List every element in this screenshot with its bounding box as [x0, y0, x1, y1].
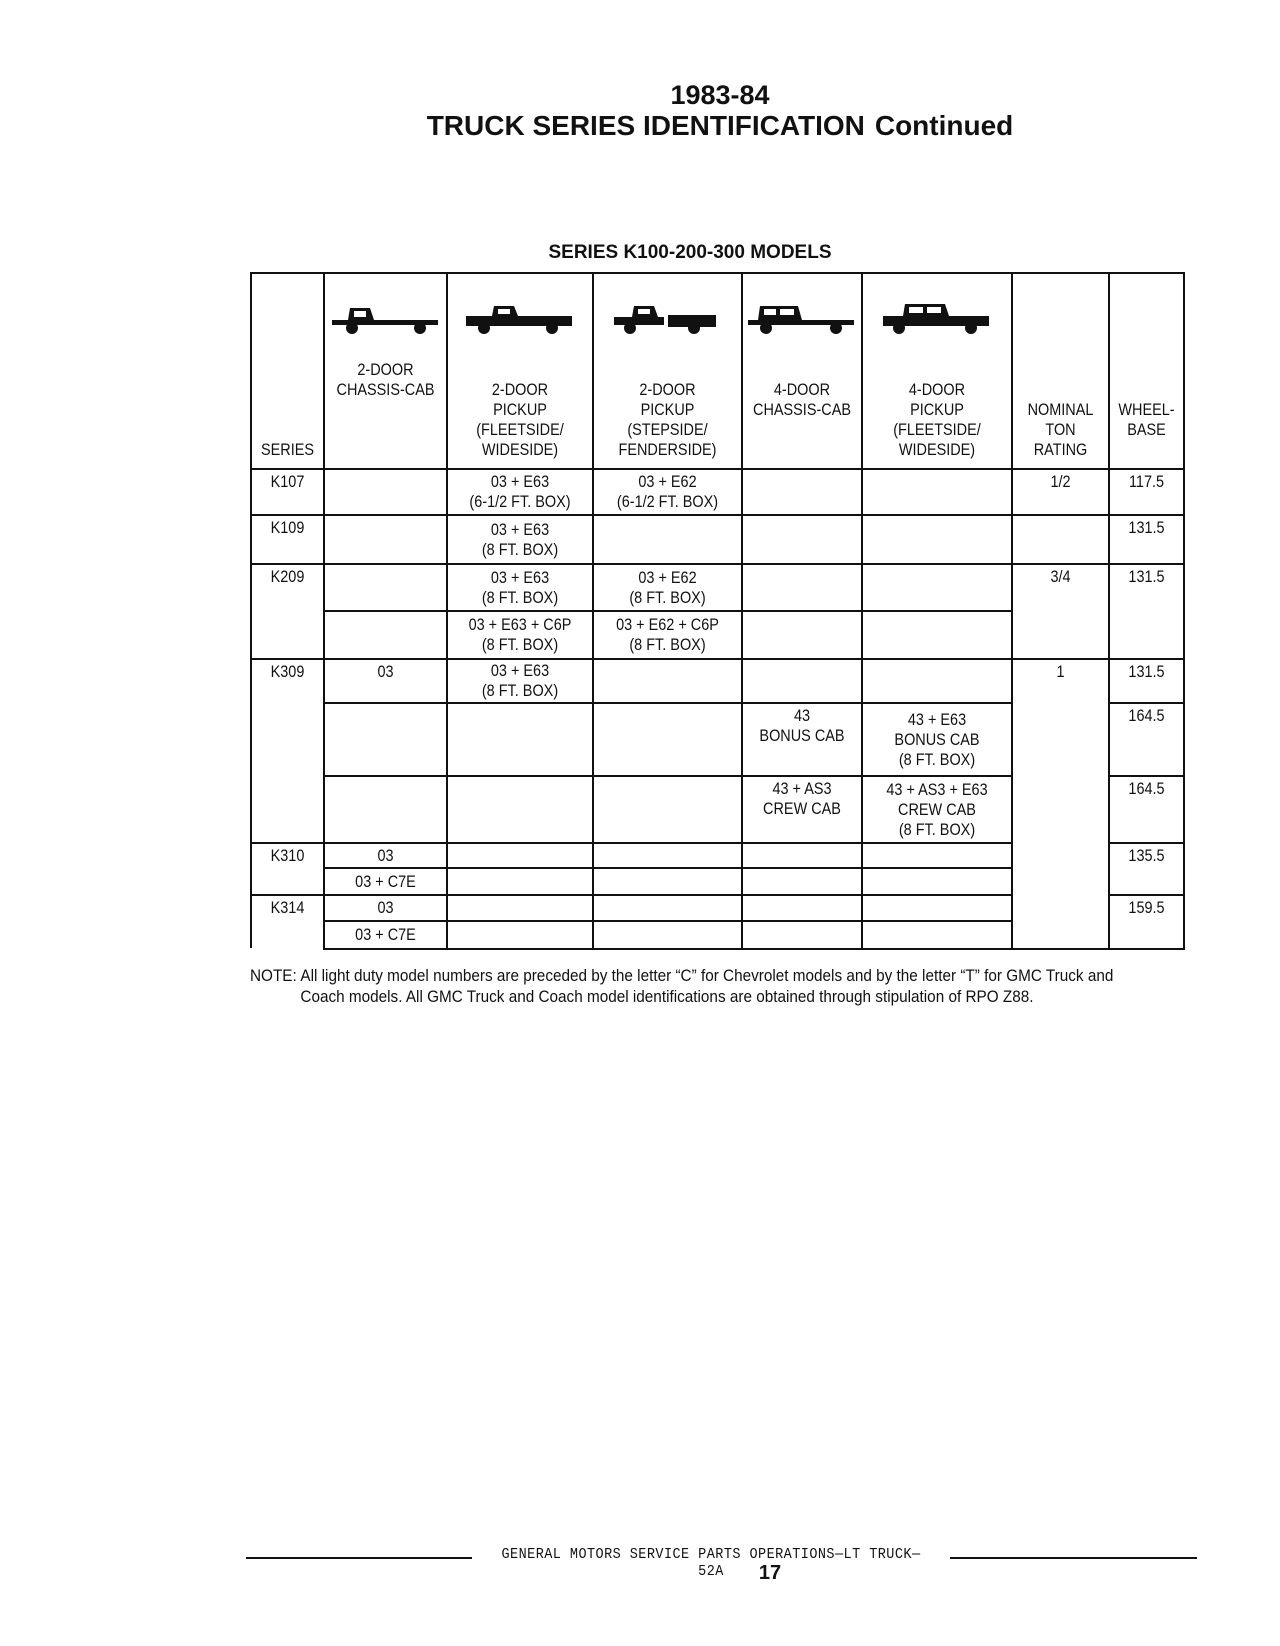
- column-header-line: PICKUP: [493, 400, 547, 419]
- column-header-c1: [334, 360, 437, 400]
- model-cell: [874, 779, 1000, 840]
- model-cell: [752, 706, 852, 773]
- table-border-bottom: [323, 948, 1185, 950]
- column-header-line: 2-DOOR: [639, 380, 696, 399]
- page-year: 1983-84: [670, 80, 770, 110]
- table-row-divider: [323, 867, 1013, 869]
- column-header-line: 2-DOOR: [357, 360, 414, 379]
- wheelbase: 159.5: [1128, 898, 1165, 917]
- cell-line: (8 FT. BOX): [481, 587, 559, 607]
- page-title-main: TRUCK SERIES IDENTIFICATION: [426, 110, 865, 141]
- page-number: 17: [758, 1562, 782, 1584]
- truck-pickup-fleetside-2door-icon: [464, 300, 574, 345]
- model-cell: [605, 472, 730, 512]
- table-row-divider: [250, 563, 1013, 565]
- table-border-top: [250, 272, 1185, 274]
- column-header-line: WIDESIDE): [898, 440, 976, 459]
- wheelbase: 164.5: [1128, 706, 1165, 725]
- truck-pickup-fleetside-4door-icon: [881, 300, 991, 345]
- note-text: All light duty model numbers are preceded by the letter “C” for Chevrolet models and by the letter “T” for GMC Truck and Coach models. All GMC Truck and Coach model identifications are obtained through stipulation of RPO Z88.: [300, 966, 1114, 1006]
- column-header-c5: [874, 360, 1000, 460]
- cell-line: 43 + AS3: [772, 779, 832, 798]
- model-cell: [605, 567, 730, 608]
- model-cell: [605, 614, 730, 656]
- table-border-left-lower: [250, 920, 252, 948]
- cell-line: (6-1/2 FT. BOX): [616, 492, 719, 511]
- model-cell: [334, 924, 437, 946]
- model-cell: [334, 871, 437, 892]
- column-header-series: [257, 360, 317, 460]
- table-row-divider: [1108, 514, 1185, 516]
- column-header-line: TON: [1045, 420, 1076, 439]
- table-header-rule: [250, 468, 1185, 470]
- ton-rating: 1/2: [1050, 472, 1071, 491]
- cell-line: 43 + AS3 + E63: [886, 779, 988, 799]
- model-cell: [459, 662, 581, 700]
- table-row-divider: [323, 610, 1013, 612]
- model-cell: [752, 779, 852, 840]
- column-header-line: SERIES: [260, 440, 314, 459]
- truck-pickup-stepside-2door-icon: [612, 300, 722, 345]
- column-header-c3: [605, 360, 730, 460]
- cell-line: BONUS CAB: [894, 729, 980, 749]
- ton-rating: 1: [1056, 662, 1065, 681]
- column-header-line: NOMINAL: [1027, 400, 1094, 419]
- column-header-line: RATING: [1033, 440, 1088, 459]
- page-title-suffix: Continued: [874, 110, 1014, 141]
- cell-line: 03 + C7E: [355, 925, 416, 944]
- cell-line: 03 + E63: [490, 519, 550, 539]
- cell-line: 03 + E63: [490, 472, 550, 491]
- series-label: K314: [270, 898, 305, 917]
- table-row-divider: [1108, 894, 1185, 896]
- cell-line: 03: [377, 845, 394, 865]
- cell-line: 43: [793, 706, 811, 725]
- cell-line: (8 FT. BOX): [481, 681, 559, 700]
- table-border-right: [1183, 272, 1185, 950]
- truck-chassis-cab-4door-icon: [746, 300, 856, 345]
- wheelbase: 131.5: [1128, 518, 1165, 537]
- series-label: K109: [270, 518, 305, 537]
- table-row-divider: [1108, 842, 1185, 844]
- model-cell: [334, 662, 437, 700]
- series-label: K310: [270, 846, 305, 865]
- series-label: K209: [270, 567, 305, 586]
- cell-line: 03 + E63 + C6P: [468, 615, 572, 634]
- column-header-ton: [1020, 360, 1101, 460]
- series-label: K309: [270, 662, 305, 681]
- column-header-line: WIDESIDE): [481, 440, 559, 459]
- model-cell: [334, 846, 437, 865]
- wheelbase: 164.5: [1128, 779, 1165, 798]
- wheelbase: 131.5: [1128, 567, 1165, 586]
- truck-chassis-cab-2door-icon: [330, 300, 440, 345]
- footer-rule-left: [246, 1557, 472, 1559]
- model-cell: [459, 518, 581, 561]
- wheelbase: 135.5: [1128, 846, 1165, 865]
- table-row-divider: [1011, 658, 1185, 660]
- column-header-line: WHEEL-: [1118, 400, 1175, 419]
- column-header-line: (STEPSIDE/: [627, 420, 708, 439]
- column-header-line: PICKUP: [910, 400, 964, 419]
- wheelbase: 131.5: [1128, 662, 1165, 681]
- column-header-line: PICKUP: [640, 400, 695, 419]
- column-header-wb: [1115, 360, 1177, 440]
- cell-line: (6-1/2 FT. BOX): [469, 492, 571, 511]
- cell-line: 03: [377, 662, 394, 681]
- table-row-divider: [1108, 775, 1185, 777]
- column-header-line: 2-DOOR: [491, 380, 549, 399]
- footer-rule-right: [950, 1557, 1197, 1559]
- model-cell: [459, 567, 581, 608]
- cell-line: (8 FT. BOX): [898, 819, 976, 839]
- series-label: K107: [270, 472, 305, 491]
- footer-text: GENERAL MOTORS SERVICE PARTS OPERATIONS—LT TRUCK—52A: [501, 1546, 921, 1580]
- column-header-line: (FLEETSIDE/: [893, 420, 981, 439]
- cell-line: 03 + E62: [638, 472, 697, 491]
- column-header-c2: [459, 360, 581, 460]
- cell-line: 03 + E62 + C6P: [616, 615, 719, 634]
- table-row-divider: [323, 702, 1013, 704]
- cell-line: 03 + E63: [490, 567, 550, 587]
- table-row-divider: [323, 775, 1013, 777]
- cell-line: (8 FT. BOX): [898, 749, 976, 769]
- table-row-divider: [1011, 563, 1185, 565]
- model-cell: [334, 898, 437, 918]
- wheelbase: 117.5: [1128, 472, 1165, 491]
- column-header-line: 4-DOOR: [773, 380, 831, 399]
- table-row-divider: [250, 894, 1013, 896]
- model-cell: [874, 706, 1000, 773]
- cell-line: BONUS CAB: [759, 726, 845, 745]
- cell-line: 43 + E63: [907, 709, 967, 729]
- table-row-divider: [250, 658, 1013, 660]
- column-header-c4: [752, 360, 852, 420]
- page-title: [0, 110, 1280, 142]
- table-row-divider: [323, 920, 1013, 922]
- column-header-line: FENDERSIDE): [618, 440, 717, 459]
- cell-line: 03: [377, 898, 394, 917]
- cell-line: (8 FT. BOX): [629, 587, 706, 607]
- cell-line: 03 + C7E: [355, 871, 416, 891]
- model-cell: [459, 472, 581, 512]
- model-cell: [459, 614, 581, 656]
- column-header-line: BASE: [1127, 420, 1166, 439]
- cell-line: CREW CAB: [763, 799, 841, 818]
- cell-line: (8 FT. BOX): [481, 635, 559, 654]
- table-row-divider: [250, 514, 1110, 516]
- table-row-divider: [1108, 702, 1185, 704]
- table-col-divider: [1108, 272, 1110, 948]
- table-row-divider: [250, 842, 1013, 844]
- cell-line: 03 + E63: [490, 661, 550, 680]
- cell-line: (8 FT. BOX): [481, 539, 559, 559]
- column-header-line: CHASSIS-CAB: [336, 380, 435, 399]
- cell-line: (8 FT. BOX): [629, 635, 706, 654]
- column-header-line: CHASSIS-CAB: [753, 400, 851, 419]
- ton-rating: 3/4: [1050, 567, 1071, 586]
- cell-line: 03 + E62: [638, 567, 697, 587]
- note-label: NOTE:: [250, 966, 297, 985]
- column-header-line: 4-DOOR: [908, 380, 966, 399]
- table-caption: SERIES K100-200-300 MODELS: [548, 242, 832, 263]
- column-header-line: (FLEETSIDE/: [476, 420, 564, 439]
- cell-line: CREW CAB: [898, 799, 976, 819]
- table-border-left: [250, 272, 252, 920]
